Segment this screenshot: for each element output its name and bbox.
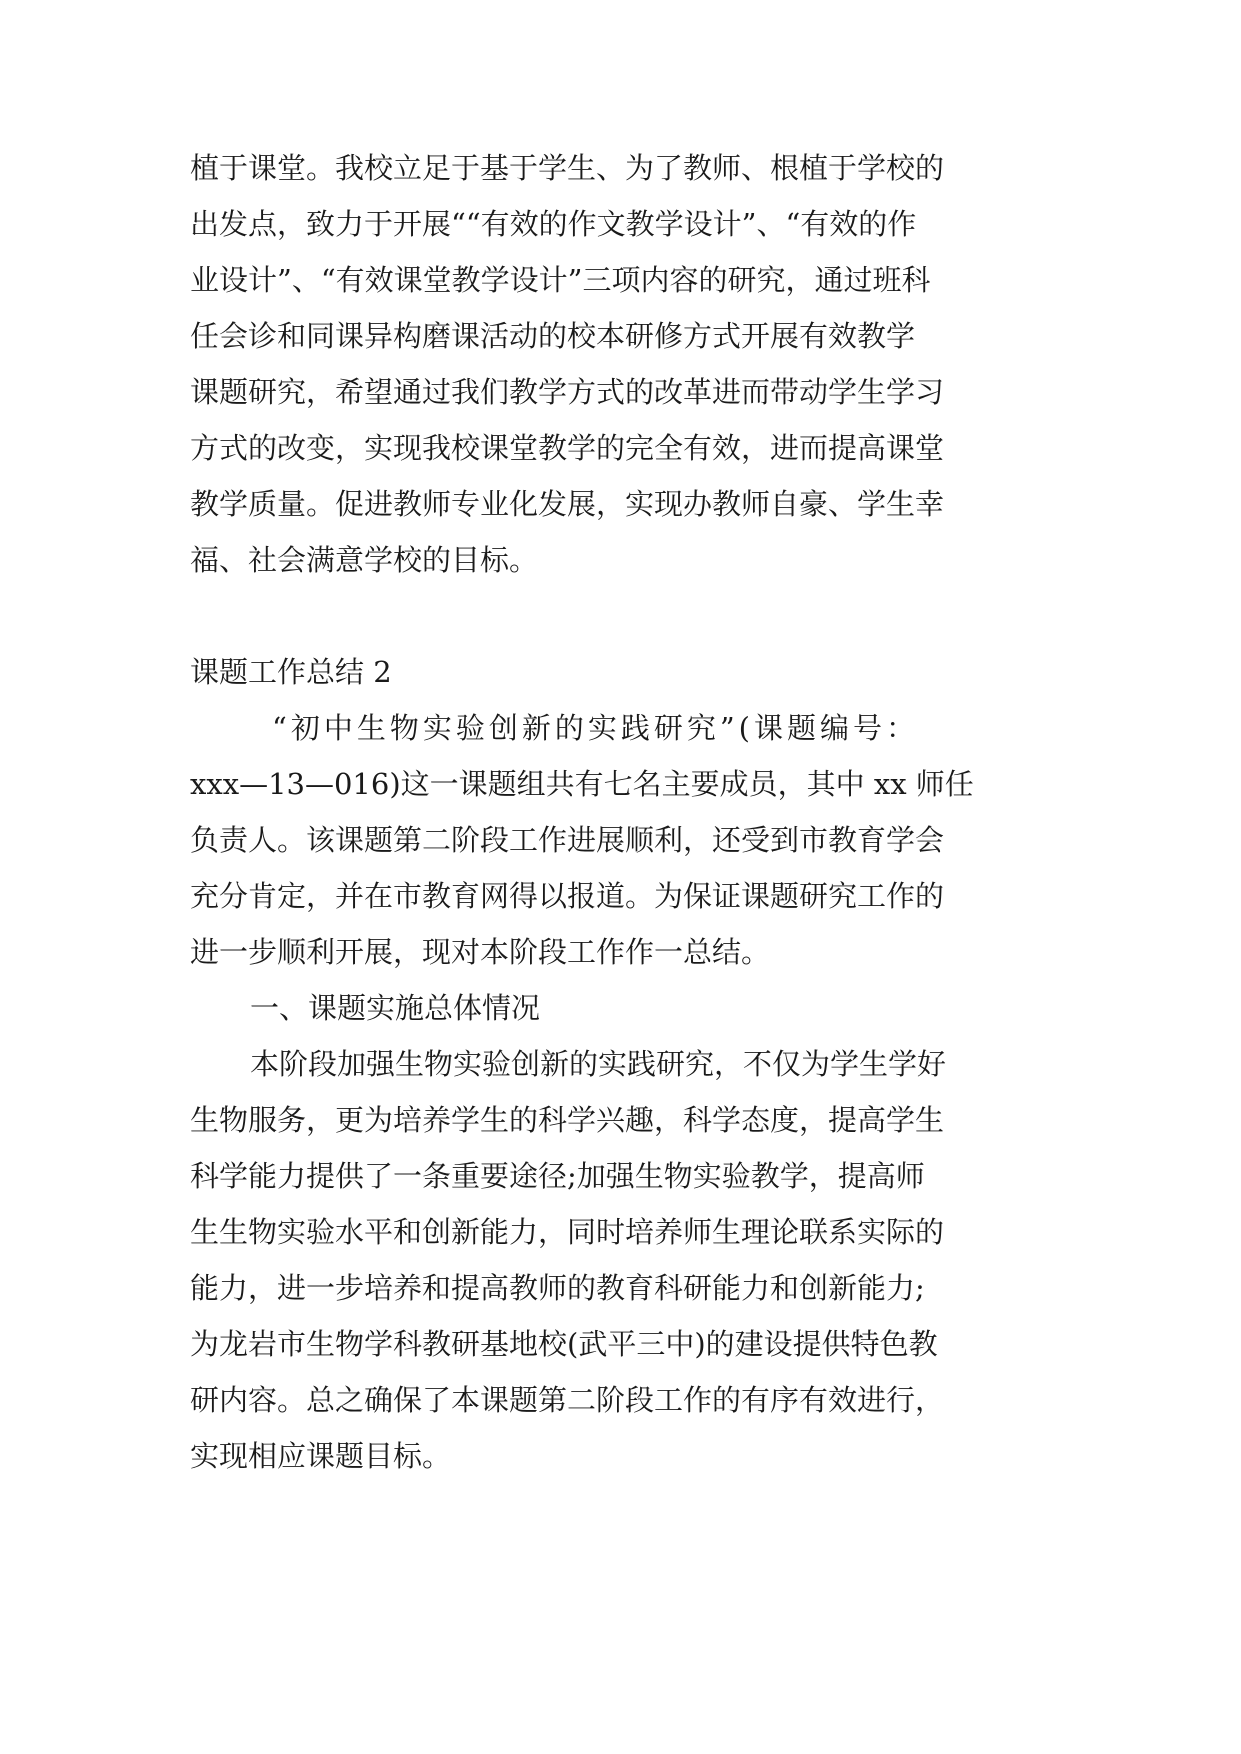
paragraph-line: 能力，进一步培养和提高教师的教育科研能力和创新能力; [190,1271,925,1305]
paragraph-line: 研内容。总之确保了本课题第二阶段工作的有序有效进行， [190,1383,945,1417]
paragraph-line: 科学能力提供了一条重要途径;加强生物实验教学，提高师 [190,1159,925,1193]
paragraph-line: 进一步顺利开展，现对本阶段工作作一总结。 [190,935,771,969]
paragraph-line: 实现相应课题目标。 [190,1439,452,1473]
paragraph-line: 充分肯定，并在市教育网得以报道。为保证课题研究工作的 [190,879,945,913]
paragraph-line: 生物服务，更为培养学生的科学兴趣，科学态度，提高学生 [190,1103,945,1137]
paragraph-line: 福、社会满意学校的目标。 [190,543,539,577]
paragraph-line: 植于课堂。我校立足于基于学生、为了教师、根植于学校的 [190,151,945,185]
paragraph-line: 方式的改变，实现我校课堂教学的完全有效，进而提高课堂 [190,431,945,465]
paragraph-line: 本阶段加强生物实验创新的实践研究，不仅为学生学好 [250,1047,947,1081]
subheading: 一、课题实施总体情况 [250,991,541,1025]
paragraph-line: xxx—13—016)这一课题组共有七名主要成员，其中 xx 师任 [190,767,974,801]
paragraph-line: 教学质量。促进教师专业化发展，实现办教师自豪、学生幸 [190,487,945,521]
paragraph-line: 任会诊和同课异构磨课活动的校本研修方式开展有效教学 [190,319,916,353]
paragraph-line: 业设计”、“有效课堂教学设计”三项内容的研究，通过班科 [190,263,931,297]
paragraph-line: 负责人。该课题第二阶段工作进展顺利，还受到市教育学会 [190,823,945,857]
paragraph-line: 为龙岩市生物学科教研基地校(武平三中)的建设提供特色教 [190,1327,938,1361]
paragraph-line: “初中生物实验创新的实践研究”(课题编号： [272,711,919,745]
paragraph-line: 课题研究，希望通过我们教学方式的改革进而带动学生学习 [190,375,945,409]
section-title: 课题工作总结 2 [190,655,392,689]
paragraph-line: 出发点，致力于开展““有效的作文教学设计”、“有效的作 [190,207,917,241]
paragraph-line: 生生物实验水平和创新能力，同时培养师生理论联系实际的 [190,1215,945,1249]
